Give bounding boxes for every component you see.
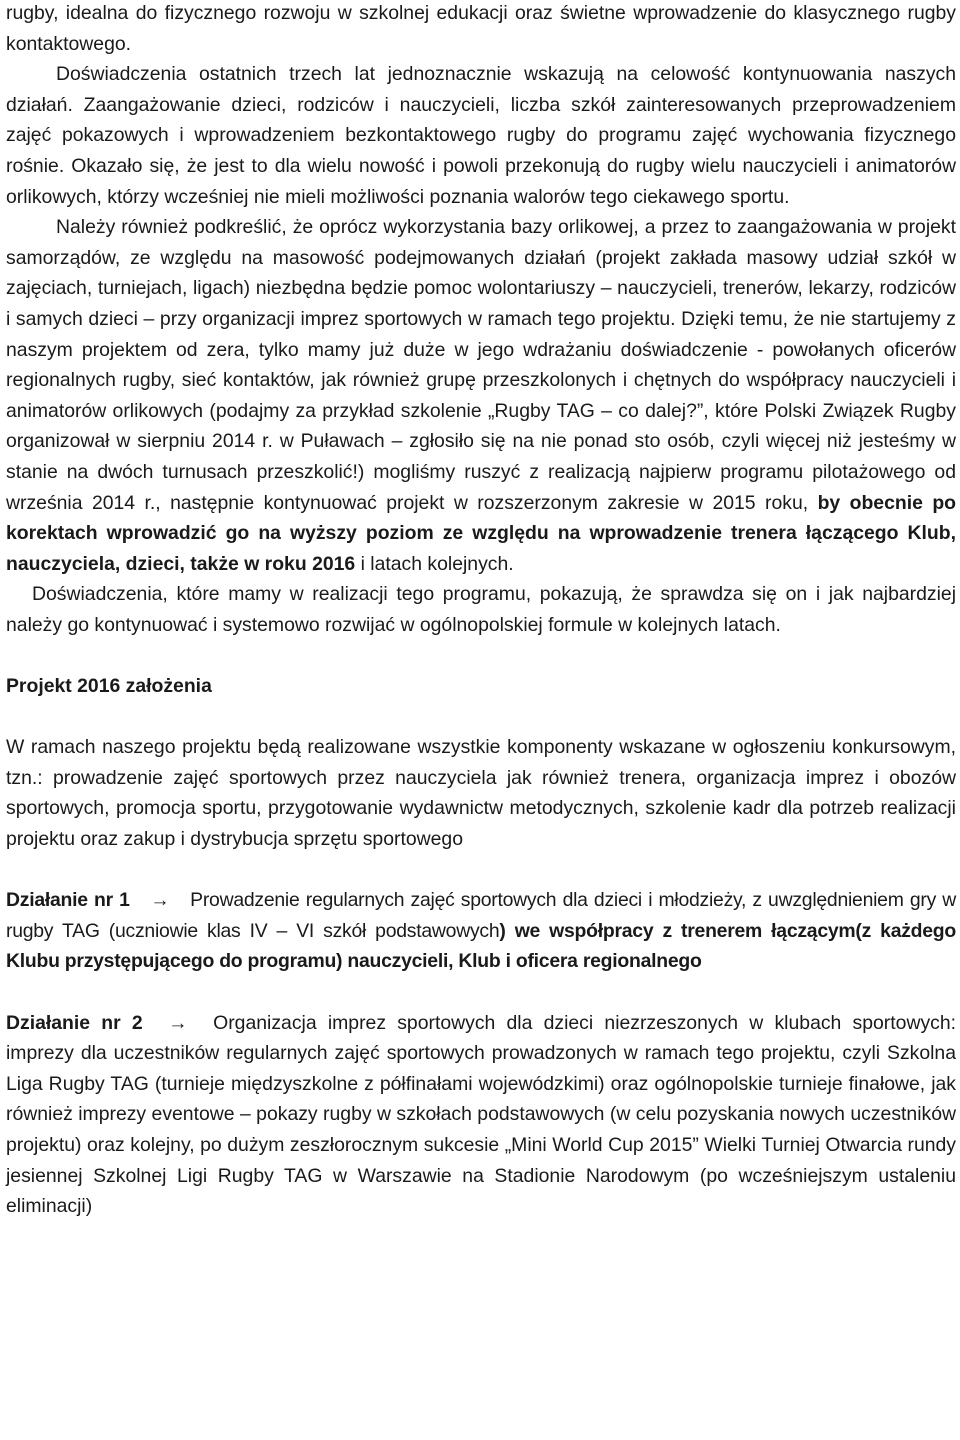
spacer [6, 855, 956, 886]
spacer [6, 640, 956, 671]
action-2 [6, 1008, 956, 1222]
action-1-bold: ) we współpracy z trenerem łączącym(z każdego Klubu przystępującego do programu) nauczycieli, Klub i oficera regionalnego [6, 919, 956, 973]
document-page [6, 0, 956, 1222]
paragraph-volunteers-tail: i latach kolejnych. [360, 552, 514, 575]
action-2-text: Organizacja imprez sportowych dla dzieci niezrzeszonych w klubach sportowych: imprezy dla uczestników regularnych zajęć sportowych prowadzonych w ramach tego projektu, czyli Szkolna Liga Rugby TAG (turnieje międzyszkolne z półfinałami wojewódzkimi) oraz ogólnopolskie turnieje finałowe, jak również imprezy eventowe – pokazy rugby w szkołach podstawowych (w celu pozyskania nowych uczestników projektu) oraz kolejny, po dużym zeszłorocznym sukcesie „Mini World Cup 2015” Wielki Turniej Otwarcia rundy jesiennej Szkolnej Ligi Rugby TAG w Warszawie na Stadionie Narodowym (po wcześniejszym ustaleniu eliminacji) [6, 1011, 957, 1218]
paragraph-conclusion: Doświadczenia, które mamy w realizacji tego programu, pokazują, że sprawdza się on i jak najbardziej należy go kontynuować i systemowo rozwijać w ogólnopolskiej formule w kolejnych latach. [6, 583, 956, 636]
paragraph-intro-continuation: rugby, idealna do fizycznego rozwoju w szkolnej edukacji oraz świetne wprowadzenie do klasycznego rugby kontaktowego. [6, 2, 956, 55]
spacer [6, 977, 956, 1008]
paragraph-experience: Doświadczenia ostatnich trzech lat jednoznacznie wskazują na celowość kontynuowania naszych działań. Zaangażowanie dzieci, rodziców i nauczycieli, liczba szkół zainteresowanych przeprowadzeniem zajęć pokazowych i wprowadzeniem bezkontaktowego rugby do programu zajęć wychowania fizycznego rośnie. Okazało się, że jest to dla wielu nowość i powoli przekonują do rugby wielu nauczycieli i animatorów orlikowych, którzy wcześniej nie mieli możliwości poznania walorów tego ciekawego sportu. [6, 63, 956, 208]
action-1-text: Prowadzenie regularnych zajęć sportowych dla dzieci i młodzieży, z uwzględnieniem gry w rugby TAG (uczniowie klas IV – VI szkół podstawowych [6, 889, 956, 942]
action-1-label: Działanie nr 1 [6, 889, 130, 912]
section-heading: Projekt 2016 założenia [6, 675, 212, 698]
action-1 [6, 885, 956, 977]
arrow-right-icon: → [168, 1011, 188, 1034]
paragraph-components: W ramach naszego projektu będą realizowane wszystkie komponenty wskazane w ogłoszeniu konkursowym, tzn.: prowadzenie zajęć sportowych przez nauczyciela jak również trenera, organizacja imprez i obozów sportowych, promocja sportu, przygotowanie wydawnictw metodycznych, szkolenie kadr dla potrzeb realizacji projektu oraz zakup i dystrybucja sprzętu sportowego [6, 736, 956, 851]
spacer [6, 702, 956, 733]
paragraph-volunteers-text: Należy również podkreślić, że oprócz wykorzystania bazy orlikowej, a przez to zaangażowania w projekt samorządów, ze względu na masowość podejmowanych działań (projekt zakłada masowy udział szkół w zajęciach, turniejach, ligach) niezbędna będzie pomoc wolontariuszy – nauczycieli, trenerów, lekarzy, rodziców i samych dzieci – przy organizacji imprez sportowych w ramach tego projektu. Dzięki temu, że nie startujemy z naszym projektem od zera, tylko mamy już duże w jego wdrażaniu doświadczenie - powołanych oficerów regionalnych rugby, sieć kontaktów, jak również grupę przeszkolonych i chętnych do współpracy nauczycieli i animatorów orlikowych (podajmy za przykład szkolenie „Rugby TAG – co dalej?”, które Polski Związek Rugby organizował w sierpniu 2014 r. w Puławach – zgłosiło się na nie ponad sto osób, czyli więcej niż jesteśmy w stanie na dwóch turnusach przeszkolić!) mogliśmy ruszyć z realizacją najpierw programu pilotażowego od września 2014 r., następnie kontynuować projekt w rozszerzonym zakresie w 2015 roku, [6, 216, 956, 514]
paragraph-volunteers [6, 212, 956, 579]
paragraph-volunteers-bold: by obecnie po korektach wprowadzić go na wyższy poziom ze względu na wprowadzenie trenera łączącego Klub, nauczyciela, dzieci, także w roku 2016 [6, 491, 957, 575]
arrow-right-icon: → [150, 889, 170, 912]
action-2-label: Działanie nr 2 [6, 1011, 143, 1034]
